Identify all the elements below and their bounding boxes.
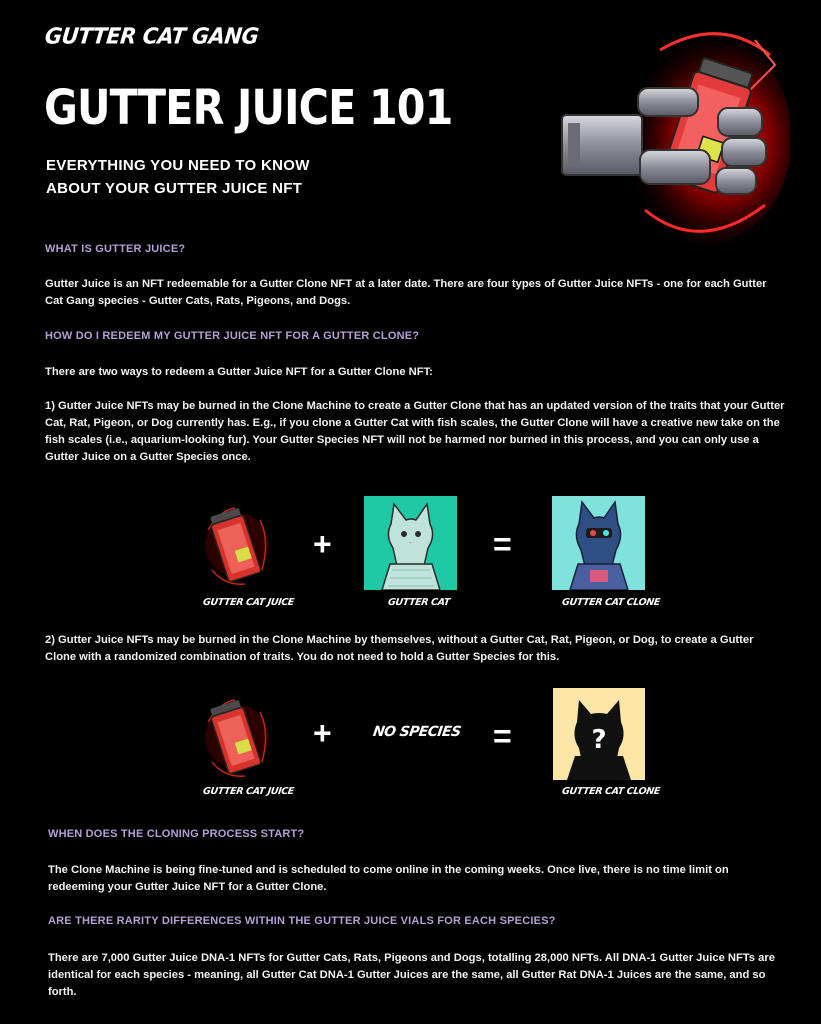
page-subtitle: EVERYTHING YOU NEED TO KNOW ABOUT YOUR GUTTER JUICE NFT	[46, 157, 310, 197]
section-heading-rarity: ARE THERE RARITY DIFFERENCES WITHIN THE GUTTER JUICE VIALS FOR EACH SPECIES?	[48, 915, 556, 927]
equals-sign: =	[493, 718, 512, 754]
section-heading-what-is: WHAT IS GUTTER JUICE?	[45, 243, 186, 255]
cat-portrait	[364, 496, 457, 590]
brand-logo: GUTTER CAT GANG	[43, 23, 260, 49]
juice-vial-icon	[200, 500, 275, 590]
cyborg-cat-portrait	[552, 496, 645, 590]
caption-juice: GUTTER CAT JUICE	[202, 786, 295, 797]
caption-juice: GUTTER CAT JUICE	[202, 597, 295, 608]
plus-sign: +	[313, 715, 332, 751]
section-body-rarity: There are 7,000 Gutter Juice DNA-1 NFTs for Gutter Cats, Rats, Pigeons and Dogs, totalling 28,000 NFTs. All DNA-1 Gutter Juice NFTs are identical for each species - meaning, all Gutter Cat DNA-1 Gutter Juices are the same, all Gutter Rat DNA-1 Juices are the same, and so forth.	[48, 952, 775, 998]
section-heading-when: WHEN DOES THE CLONING PROCESS START?	[48, 828, 305, 840]
redeem-way-1: 1) Gutter Juice NFTs may be burned in the Clone Machine to create a Gutter Clone that has an updated version of the traits that your Gutter Cat, Rat, Pigeon, or Dog currently has. E.g., if you clone a Gutter Cat with fish scales, the Gutter Clone will have a creative new take on the fish scales (i.e., aquarium-looking fur). Your Gutter Species NFT will not be harmed nor burned in this process, and you can only use a Gutter Juice on a Gutter Species once.	[45, 400, 785, 463]
section-body-what-is: Gutter Juice is an NFT redeemable for a Gutter Clone NFT at a later date. There are four types of Gutter Juice NFTs - one for each Gutter Cat Gang species - Gutter Cats, Rats, Pigeons, and Dogs.	[45, 278, 767, 307]
robot-fist-icon	[550, 20, 790, 245]
section-heading-redeem: HOW DO I REDEEM MY GUTTER JUICE NFT FOR A GUTTER CLONE?	[45, 330, 420, 342]
svg-text:?: ?	[591, 725, 607, 755]
plus-sign: +	[313, 526, 332, 562]
page-title: GUTTER JUICE 101	[44, 80, 453, 136]
redeem-way-2: 2) Gutter Juice NFTs may be burned in the Clone Machine by themselves, without a Gutter Cat, Rat, Pigeon, or Dog, to create a Gutter Clone with a randomized combination of traits. You do not need to hold a Gutter Species for this.	[45, 634, 754, 663]
caption-clone: GUTTER CAT CLONE	[561, 786, 661, 797]
juice-vial-icon	[200, 692, 275, 782]
section-body-when: The Clone Machine is being fine-tuned and is scheduled to come online in the coming weeks. Once live, there is no time limit on redeeming your Gutter Juice NFT for a Gutter Clone.	[48, 864, 729, 893]
caption-gutter-cat: GUTTER CAT	[387, 597, 451, 608]
equals-sign: =	[493, 526, 512, 562]
redeem-intro: There are two ways to redeem a Gutter Juice NFT for a Gutter Clone NFT:	[45, 366, 433, 378]
mystery-silhouette	[553, 688, 645, 780]
no-species-label: NO SPECIES	[371, 724, 462, 740]
caption-clone: GUTTER CAT CLONE	[561, 597, 661, 608]
